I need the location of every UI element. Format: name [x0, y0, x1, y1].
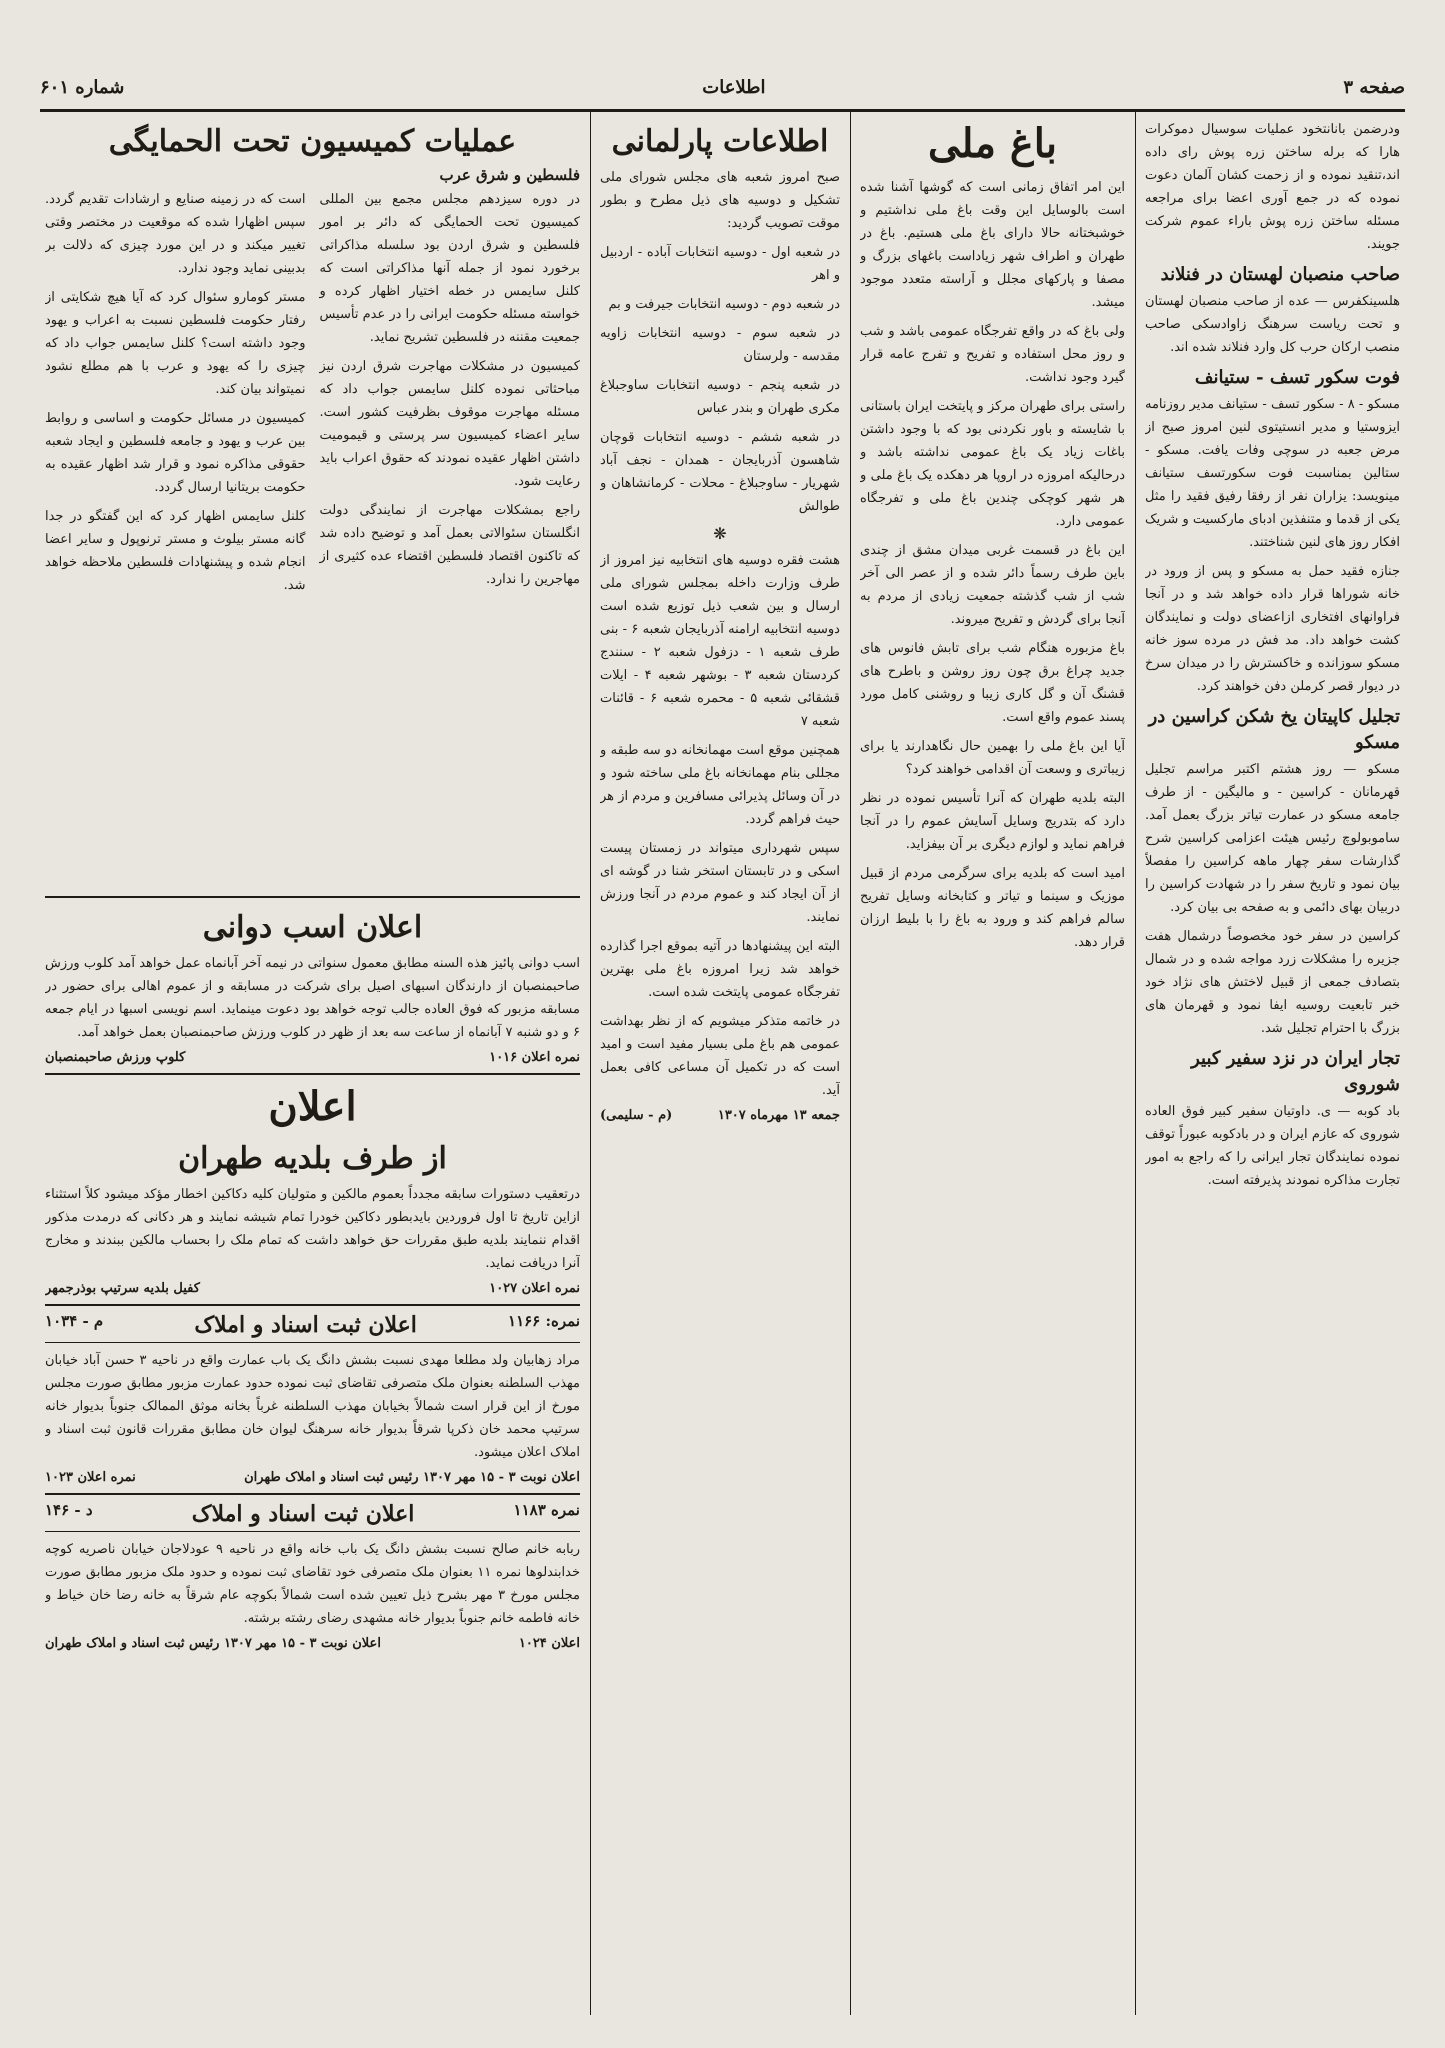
comm-para: کمیسیون در مشکلات مهاجرت شرق اردن نیز مباحثاتی نموده کلنل سایمس جواب داد که مسئله مهاجرت موقوف بظرفیت کشور است. سایر اعضاء کمیسیون سر پرستی و قیمومیت داشتن اظهار عقیده نمودند که حقوق اعراب باید رعایت شود.: [319, 359, 580, 489]
subheadline-palestine: فلسطین و شرق عرب: [439, 166, 580, 184]
garden-para: امید است که بلدیه برای سرگرمی مردم از قبیل موزیک و سینما و تیاتر و کتابخانه وسایل تفریح سالم فراهم کند و ورود به باغ را با بلیط ارزان قرار دهد.: [860, 866, 1125, 950]
garden-para: البته بلدیه طهران که آنرا تأسیس نموده در نظر دارد که بتدریج وسایل آسایش عموم را در آنجا فراهم نماید و لوازم دیگری بر آن بیفزاید.: [860, 791, 1125, 852]
column-left: [45, 118, 580, 2008]
headline-commission: عملیات کمیسیون تحت الحمایگی: [108, 124, 517, 159]
parl-para: هشت فقره دوسیه های انتخابیه نیز امروز از طرف وزارت داخله بمجلس شورای ملی ارسال و بین شعب ذیل توزیع شده است دوسیه انتخابیه ارامنه آذربایجان شعبه ۶ - بنی طرف شعبه ۱ - دزفول شعبه ۲ - سنندج کردستان شعبه ۳ - بوشهر شعبه ۴ - ایلات قشقائی شعبه ۵ - محمره شعبه ۶ - قائنات شعبه ۷: [600, 553, 840, 729]
ad-municipality: [45, 1073, 580, 1296]
ad-reg2-title: اعلان ثبت اسناد و املاک: [191, 1501, 415, 1527]
ad-reg2-number: نمره ۱۱۸۳: [513, 1501, 580, 1519]
ad-reg2-footer-number: اعلان ۱۰۲۴: [518, 1636, 580, 1651]
column-rule: [590, 110, 591, 2015]
ad-reg1-footer-number: نمره اعلان ۱۰۲۳: [45, 1470, 136, 1485]
byline: [600, 1108, 840, 1123]
paper-name: اطلاعات: [702, 76, 766, 98]
ad-municipality-title: اعلان: [268, 1083, 357, 1130]
ad-registration-2: [45, 1493, 580, 1651]
ad-horse-footer: [45, 1050, 580, 1065]
ad-reg1-header: [45, 1312, 580, 1343]
ad-reg1-title: اعلان ثبت اسناد و املاک: [194, 1312, 417, 1338]
ad-horse-number: نمره اعلان ۱۰۱۶: [489, 1050, 580, 1065]
comm-para: در دوره سیزدهم مجلس مجمع بین المللی کمیسیون تحت الحمایگی که دائر بر امور فلسطین و شرق اردن بود سلسله مذاکراتی برخورد نمود از جمله آنها مذاکراتی است که کلنل سایمس در خطه اختیار اظهار کرده و خواسته مسئله حکومت ایرانی را در عدم تأسیس جمعیت مقننه در فلسطین تشریح نماید.: [319, 192, 580, 345]
column-news: [1145, 118, 1400, 2008]
garden-para: ولی باغ که در واقع تفرجگاه عمومی باشد و شب و روز محل استفاده و تفریح و تفرج عامه قرار گیرد وجود نداشت.: [860, 324, 1125, 385]
ad-horse-title: اعلان اسب دوانی: [202, 910, 423, 945]
issue-number: شماره ۶۰۱: [40, 76, 125, 98]
ad-municipality-number: نمره اعلان ۱۰۲۷: [489, 1281, 580, 1296]
garden-para: راستی برای طهران مرکز و پایتخت ایران باستانی با شایسته و باور نکردنی بود که با وجود داشتن باغات زیاد یک باغ عمومی نداشته باشد و درحالیکه امروزه در اروپا هر دهکده یک باغ ملی و هر شهر کوچکی چندین باغ ملی و تفرجگاه عمومی دارد.: [860, 399, 1125, 529]
headline-obituary: فوت سکور تسف - ستیانف: [1194, 367, 1400, 388]
ad-municipality-subtitle: از طرف بلدیه طهران: [178, 1141, 447, 1176]
signature: (م - سلیمی): [600, 1108, 673, 1123]
masthead: [40, 65, 1405, 112]
headline-poland: صاحب منصبان لهستان در فنلاند: [1160, 264, 1400, 285]
body-krasin-2: کراسین در سفر خود مخصوصاً درشمال هفت جزیره را مشکلات زرد مواجه شده و در شمال بتصادف جمعی از قبیل لاختش های نژاد خود خبر تابعیت روسیه ایفا نمود و قهرمان های بزرگ با احترام تجلیل شد.: [1145, 929, 1400, 1036]
comm-para: است که در زمینه صنایع و ارشادات تقدیم گردد. سپس اظهارا شده که موقعیت در مختصر وقتی تغییر میکند و در این مورد چیزی که دلالت بر بدبینی نماید وجود ندارد.: [45, 192, 306, 276]
body-merchants: باد کوبه — ی. داوتیان سفیر کبیر فوق العاده شوروی که عازم ایران و در بادکوبه عبوراً توقف نموده نمایندگان تجار ایرانی را که راجع به امور تجارت مذاکره نمودند پذیرفته است.: [1145, 1104, 1400, 1188]
commission-col-left: [45, 188, 306, 888]
date-line: جمعه ۱۳ مهرماه ۱۳۰۷: [717, 1108, 840, 1123]
ad-reg1-footer: [45, 1470, 580, 1485]
parl-para: البته این پیشنهادها در آتیه بموقع اجرا گذارده خواهد شد زیرا امروزه باغ ملی بهترین تفرجگاه عمومی پایتخت شده است.: [600, 939, 840, 1000]
ad-reg1-body: مراد زهابیان ولد مطلعا مهدی نسبت بشش دانگ یک باب عمارت واقع در ناحیه ۳ حسن آباد خیابان مهذب السلطنه بعنوان ملک متصرفی تقاضای ثبت نموده حدود عمارت مزبور مطابق صورت مجلس مورخ از این قرار است شمالاً بخیابان مهذب السلطنه غرباً بخانه موثق الممالک جنوباً بدیوار خانه سرتیپ محمد خان ذکرپا شرقاً بدیوار خانه سرهنگ لیوان خان مطابق مقررات قانون ثبت اسناد و املاک اعلان میشود.: [45, 1353, 580, 1460]
parl-para: سپس شهرداری میتواند در زمستان پیست اسکی و در تابستان استخر شنا در گوشه ای از آن ایجاد کند و عموم مردم در آنجا ورزش نمایند.: [600, 841, 840, 925]
garden-para: آیا این باغ ملی را بهمین حال نگاهدارند یا برای زیباتری و وسعت آن اقدامی خواهند کرد؟: [860, 739, 1125, 777]
ad-municipality-body: درتعقیب دستورات سابقه مجدداً بعموم مالکین و متولیان کلیه دکاکین اخطار مؤکد میشود کلاً استثناء ازاین تاریخ تا اول فروردین بایدبطور دکاکین خودرا تمام شیشه نمایند و هر دکانی که درمدت مذکور اقدام ننمایند بلدیه طبق مقررات حق خواهد داشت که تمام ملک را بحساب مالکین ببندند و مخارج آنرا دریافت نماید.: [45, 1187, 580, 1271]
headline-merchants: تجار ایران در نزد سفیر کبیر شوروی: [1191, 1048, 1400, 1095]
garden-para: این باغ در قسمت غربی میدان مشق از چندی باین طرف رسماً دائر شده و از عصر الی آخر شب از شب گذشته جمعیت زیادی از مردم به آنجا برای گردش و تفریح میروند.: [860, 543, 1125, 627]
comm-para: راجع بمشکلات مهاجرت از نمایندگی دولت انگلستان سئوالاتی بعمل آمد و توضیح داده شد که تاکنون اقتصاد فلسطین اقتضاء عده کثیری از مهاجرین را ندارد.: [319, 503, 580, 587]
body-obituary: مسکو - ۸ - سکور تسف - ستیانف مدیر روزنامه ایزوستیا و مدیر انستیتوی لنین امروز صبح از مرض جعبه در سوچی وفات یافت. مسکو - ستالین بمناسبت فوت سکورتسف ستیانف مینویسد: یزاران نفر از رفقا رفیق فقید را مثل یکی از قدما و متنفذین ادبای مارکسیت و شریک افکار روز های لنین شناختند.: [1145, 397, 1400, 550]
column-parliament: [600, 118, 840, 2008]
ad-horse-race: [45, 896, 580, 1065]
ad-horse-body: اسب دوانی پائیز هذه السنه مطابق معمول سنواتی در نیمه آخر آبانماه عمل خواهد آمد کلوب ورزش صاحبمنصبان از دارندگان اسبهای اصیل برای شرکت در مسابقه و از عموم اهالی برای حضور در مسابقه مزبور که فوق العاده جالب توجه خواهد بود دعوت مینماید. اسم نویسی اسبها در ایام جمعه ۶ و دو شنبه ۷ آبانماه از ساعت سه بعد از ظهر در کلوب ورزش صاحبمنصبان بعمل خواهد آمد.: [45, 956, 580, 1040]
body-obituary-2: جنازه فقید حمل به مسکو و پس از ورود در خانه شوراها قرار داده خواهد شد و در آنجا فراوانهای افتخاری ازاعضای دولت و نمایندگان کشت خواهد داد. مد فش در مرده سوز خانه مسکو سوزانده و خاکسترش را در میدان سرخ در دیوار قصر کرملن دفن خواهند کرد.: [1145, 564, 1400, 694]
ornament-divider: ❋: [713, 524, 727, 543]
column-rule: [850, 110, 851, 2015]
ad-registration-1: [45, 1304, 580, 1485]
comm-para: کمیسیون در مسائل حکومت و اساسی و روابط بین عرب و یهود و جامعه فلسطین و ایجاد شعبه حقوقی مذاکره نمود و قرار شد اظهار عقیده به حکومت بریتانیا ارسال گردد.: [45, 411, 306, 495]
intro-text: ودرضمن بانانتخود عملیات سوسیال دموکرات هارا که برله ساختن زره پوش رای داده اند،تنقید نموده و از زحمت کشان آلمان دعوت نموده که در جمع آوری اعضا برای مراجعه مسئله ساختن زره پوش باراء عموم شرکت جویند.: [1145, 122, 1400, 252]
ad-reg1-footer-text: اعلان نوبت ۳ - ۱۵ مهر ۱۳۰۷ رئیس ثبت اسناد و املاک طهران: [244, 1470, 580, 1485]
column-national-garden: [860, 118, 1125, 2008]
parl-para: در شعبه دوم - دوسیه انتخابات جیرفت و بم: [608, 297, 840, 312]
ad-reg1-number: نمره: ۱۱۶۶: [508, 1312, 580, 1330]
ad-reg2-header: [45, 1501, 580, 1532]
ad-municipality-sign: کفیل بلدیه سرتیپ بوذرجمهر: [45, 1281, 200, 1296]
ad-reg1-code: م - ۱۰۳۴: [45, 1312, 104, 1330]
garden-para: این امر اتفاق زمانی است که گوشها آشنا شده است بالوسایل این وقت باغ ملی نداشتیم و خوشبختانه حالا دارای باغ ملی هستیم. باغ در طهران و اطراف شهر زیاداست باغهای بزرگ و مصفا و پارکهای مجلل و آراسته متعدد موجود میشد.: [860, 180, 1125, 310]
comm-para: کلنل سایمس اظهار کرد که این گفتگو در جدا گانه مستر بیلوث و مستر ترنوپول و سایر اعضا انجام شده و پیشنهادات فلسطین ملاحظه خواهد شد.: [45, 509, 306, 593]
column-rule: [1135, 110, 1136, 2015]
commission-body: [45, 188, 580, 888]
ad-municipality-footer: [45, 1281, 580, 1296]
page-number: صفحه ۳: [1343, 76, 1405, 98]
headline-parliament: اطلاعات پارلمانی: [611, 124, 829, 159]
headline-krasin: تجلیل کاپیتان یخ شکن کراسین در مسکو: [1148, 706, 1400, 753]
ad-horse-sign: کلوپ ورزش صاحبمنصبان: [45, 1050, 186, 1065]
parl-para: در شعبه ششم - دوسیه انتخابات قوچان شاهسون آذربایجان - همدان - نجف آباد شهریار - ساوجبلاغ - محلات - کرمانشاهان و طوالش: [600, 430, 840, 514]
ad-reg2-footer-text: اعلان نوبت ۳ - ۱۵ مهر ۱۳۰۷ رئیس ثبت اسناد و املاک طهران: [45, 1636, 381, 1651]
ad-reg2-code: د - ۱۴۶: [45, 1501, 93, 1519]
headline-national-garden: باغ ملی: [927, 120, 1058, 167]
comm-para: مستر کومارو سئوال کرد که آیا هیچ شکایتی از رفتار حکومت فلسطین نسبت به اعراب و یهود وجود داشته است؟ کلنل سایمس جواب داد که چیزی را که یهود و عرب با هم مطلع نشود نمیتواند بیان کند.: [45, 290, 306, 397]
garden-para: باغ مزبوره هنگام شب برای تابش فانوس های جدید چراغ برق چون روز روشن و باطرح های قشنگ آن و گل کاری زیبا و روشنی کامل مورد پسند عموم واقع است.: [860, 641, 1125, 725]
body-poland: هلسینکفرس — عده از صاحب منصبان لهستان و تحت ریاست سرهنگ زاوادسکی صاحب منصب ارکان حرب کل وارد فنلاند شده اند.: [1145, 294, 1400, 355]
ad-reg2-body: ربابه خانم صالح نسبت بشش دانگ یک باب خانه واقع در ناحیه ۹ عودلاجان خیابان ناصریه کوچه خدابندلوها نمره ۱۱ بعنوان ملک متصرفی خود تقاضای ثبت نموده و حدود ملک مزبور مطابق صورت مجلس مورخ ۳ مهر بشرح ذیل تعیین شده است شمالاً بکوچه عام شرقاً به خانه رضا خان خیاط و خانه فاطمه خانم جنوباً بدیوار خانه مشهدی رضای رشته برشته.: [45, 1542, 580, 1626]
parl-para: در شعبه اول - دوسیه انتخابات آباده - اردبیل و اهر: [600, 245, 840, 283]
parl-para: همچنین موقع است مهمانخانه دو سه طبقه و مجللی بنام مهمانخانه باغ ملی ساخته شود و در آن وسائل پذیرائی مسافرین و مردم از هر حیث فراهم گردد.: [600, 743, 840, 827]
parl-para: در خاتمه متذکر میشویم که از نظر بهداشت عمومی هم باغ ملی بسیار مفید است و امید است که در تکمیل آن مساعی کافی بعمل آید.: [600, 1014, 840, 1098]
parl-para: صبح امروز شعبه های مجلس شورای ملی تشکیل و دوسیه های ذیل مطرح و بطور موقت تصویب گردید:: [600, 170, 840, 231]
ad-reg2-footer: [45, 1636, 580, 1651]
parl-para: در شعبه پنجم - دوسیه انتخابات ساوجبلاغ مکری طهران و بندر عباس: [600, 378, 840, 416]
parl-para: در شعبه سوم - دوسیه انتخابات زاویه مقدسه - ولرستان: [600, 326, 840, 364]
body-krasin: مسکو — روز هشتم اکتبر مراسم تجلیل قهرمانان - کراسین - و مالیگین - از طرف جامعه مسکو در عمارت تیاتر بزرگ بعمل آمد. ساموبولوچ رئیس هیئت اعزامی کراسین شرح گذارشات سفر چهار ماهه کراسین را مفصلاً بیان نمود و تاریخ سفر را در شهادت کراسین را دربیان بهای دائمی و به صفحه بی بیان کرد.: [1145, 762, 1400, 915]
commission-col-right: [320, 188, 581, 888]
